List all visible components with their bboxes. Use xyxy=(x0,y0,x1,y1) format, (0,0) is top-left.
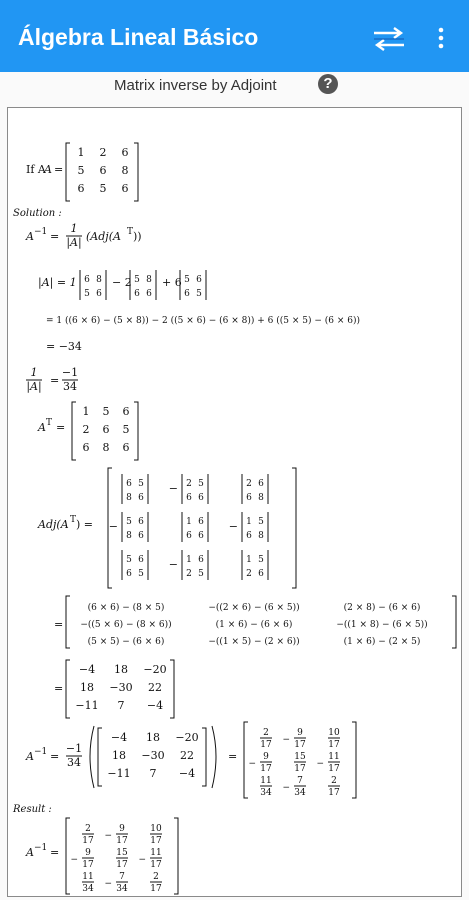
matrix-at-cell: 2 xyxy=(82,423,90,436)
minor-3-cell: 5 xyxy=(184,275,190,285)
adj-minor-cell: 6 xyxy=(198,555,204,565)
adj-minor-cell: 6 xyxy=(126,479,132,489)
minor-1-cell: 5 xyxy=(84,289,90,299)
more-vert-icon[interactable] xyxy=(433,26,449,50)
scaled-adj-cell: −20 xyxy=(175,731,199,744)
adj-minor-cell: 6 xyxy=(246,531,252,541)
matrix-bracket xyxy=(98,728,102,786)
matrix-bracket xyxy=(66,660,70,718)
result-cell-sign: − xyxy=(104,879,112,889)
result-cell-denominator: 34 xyxy=(82,884,94,894)
app-bar xyxy=(0,0,469,72)
inv-det-value-denominator: 34 xyxy=(63,380,77,393)
matrix-a-cell: 6 xyxy=(121,182,129,195)
result-cell-denominator: 17 xyxy=(150,860,162,870)
matrix-bracket xyxy=(174,818,178,894)
result-cell-numerator: 7 xyxy=(119,872,125,882)
transpose-symbol: A xyxy=(38,421,46,434)
minor-3-cell: 6 xyxy=(184,289,190,299)
coef-2: − 2 xyxy=(112,276,132,289)
minor-2-cell: 6 xyxy=(134,289,140,299)
adj-expanded-cell: −((1 × 8) − (6 × 5)) xyxy=(336,620,428,630)
result-cell-numerator: 9 xyxy=(85,848,91,858)
inverse-cell-sign: − xyxy=(248,759,256,769)
adj-values-cell: 22 xyxy=(148,681,162,694)
inverse-cell-denominator: 17 xyxy=(260,740,272,750)
matrix-at-cell: 6 xyxy=(102,423,110,436)
adj-minor-cell: 8 xyxy=(258,493,264,503)
result-cell-numerator: 11 xyxy=(150,848,162,858)
inverse-cell-sign: − xyxy=(282,735,290,745)
adj-minor-cell: 5 xyxy=(198,569,204,579)
matrix-at-cell: 6 xyxy=(122,405,130,418)
exponent: −1 xyxy=(34,747,48,757)
result-cell-denominator: 17 xyxy=(116,836,128,846)
adj-minor-cell: 8 xyxy=(126,493,132,503)
matrix-a-cell: 6 xyxy=(77,182,85,195)
matrix-bracket xyxy=(292,468,296,588)
inverse-symbol: A xyxy=(26,230,34,243)
result-cell-denominator: 34 xyxy=(116,884,128,894)
page-subtitle xyxy=(0,72,469,100)
minor-3-cell: 6 xyxy=(196,275,202,285)
adj-values-cell: −30 xyxy=(109,681,133,694)
if-label: If A xyxy=(26,163,46,176)
exponent: T xyxy=(46,418,53,428)
adj-minor-cell: 2 xyxy=(246,479,252,489)
inverse-cell-numerator: 9 xyxy=(297,728,303,738)
solution-math xyxy=(8,108,462,897)
subtitle-text: Matrix inverse by Adjoint xyxy=(114,77,277,94)
adj-values-cell: −4 xyxy=(78,663,96,676)
inverse-cell-numerator: 11 xyxy=(260,776,272,786)
scaled-adj-cell: −30 xyxy=(141,749,165,762)
adj-minor-cell: 1 xyxy=(186,517,192,527)
adj-minor-cell: 2 xyxy=(186,479,192,489)
inverse-cell-denominator: 17 xyxy=(328,764,340,774)
adj-values-cell: −11 xyxy=(75,699,99,712)
matrix-a-cell: 6 xyxy=(99,164,107,177)
scaled-adj-cell: 7 xyxy=(149,767,157,780)
matrix-at-cell: 1 xyxy=(82,405,90,418)
adj-minor-cell: 8 xyxy=(126,531,132,541)
matrix-at-cell: 6 xyxy=(82,441,90,454)
solution-label: Solution : xyxy=(13,208,62,219)
coef-3: + 6 xyxy=(162,276,182,289)
result-cell-denominator: 17 xyxy=(150,836,162,846)
inverse-cell-denominator: 34 xyxy=(260,788,272,798)
adj-expanded-cell: (1 × 6) − (6 × 6) xyxy=(215,620,293,630)
help-circle-icon[interactable]: ? xyxy=(318,74,338,94)
inverse-cell-denominator: 17 xyxy=(260,764,272,774)
exponent: T xyxy=(127,227,134,237)
adj-minor-cell: 6 xyxy=(258,569,264,579)
det-result: = −34 xyxy=(46,340,82,353)
adj-minor-cell: 1 xyxy=(246,517,252,527)
adj-expanded-cell: (2 × 8) − (6 × 6) xyxy=(343,603,421,613)
adj-values-cell: −4 xyxy=(146,699,164,712)
minor-sign: − xyxy=(168,482,178,495)
scalar-fraction-numerator: −1 xyxy=(65,742,83,755)
adj-minor-cell: 5 xyxy=(138,479,144,489)
equals: = xyxy=(54,618,64,631)
matrix-bracket xyxy=(134,143,138,201)
adj-minor-cell: 5 xyxy=(258,517,264,527)
inv-det-factor-denominator: |A| xyxy=(66,236,82,249)
var-a: A xyxy=(44,163,52,176)
matrix-a-cell: 2 xyxy=(99,146,107,159)
inverse-cell-denominator: 17 xyxy=(328,740,340,750)
adj-minor-cell: 5 xyxy=(126,517,132,527)
adj-values-cell: −20 xyxy=(143,663,167,676)
matrix-at-cell: 5 xyxy=(102,405,110,418)
result-cell-numerator: 9 xyxy=(119,824,125,834)
adj-expanded-cell: −((1 × 5) − (2 × 6)) xyxy=(208,637,300,647)
inverse-cell-sign: − xyxy=(282,783,290,793)
minor-3-cell: 5 xyxy=(196,289,202,299)
adj-minor-cell: 6 xyxy=(258,479,264,489)
result-cell-numerator: 2 xyxy=(85,824,91,834)
matrix-bracket xyxy=(170,660,174,718)
matrix-bracket xyxy=(244,722,248,798)
result-cell-sign: − xyxy=(70,855,78,865)
minor-2-cell: 8 xyxy=(146,275,152,285)
adj-values-cell: 7 xyxy=(117,699,125,712)
matrix-a-cell: 5 xyxy=(99,182,107,195)
adj-expanded-cell: (1 × 6) − (2 × 5) xyxy=(343,637,421,647)
matrix-bracket xyxy=(352,722,356,798)
matrix-a-cell: 6 xyxy=(121,146,129,159)
inverse-symbol: A xyxy=(26,750,34,763)
adj-minor-cell: 6 xyxy=(198,517,204,527)
inverse-cell-numerator: 7 xyxy=(297,776,303,786)
adj-minor-cell: 6 xyxy=(186,493,192,503)
minor-sign: − xyxy=(108,520,118,533)
equals: = xyxy=(50,230,60,243)
adj-expr: (Adj(A xyxy=(86,230,121,243)
inverse-cell-numerator: 2 xyxy=(331,776,337,786)
scaled-adj-cell: 18 xyxy=(112,749,126,762)
equals: = xyxy=(50,374,60,387)
inv-det-factor-numerator: 1 xyxy=(70,222,78,235)
result-cell-numerator: 11 xyxy=(82,872,94,882)
result-cell-numerator: 10 xyxy=(150,824,162,834)
adj-minor-cell: 6 xyxy=(198,493,204,503)
matrix-bracket xyxy=(66,818,70,894)
adj-minor-cell: 6 xyxy=(138,517,144,527)
adj-values-cell: 18 xyxy=(80,681,94,694)
minor-2-cell: 6 xyxy=(146,289,152,299)
inverse-cell-numerator: 2 xyxy=(263,728,269,738)
adj-minor-cell: 6 xyxy=(186,531,192,541)
adj-minor-cell: 8 xyxy=(258,531,264,541)
scaled-adj-cell: −4 xyxy=(110,731,128,744)
minor-2-cell: 5 xyxy=(134,275,140,285)
result-cell-sign: − xyxy=(138,855,146,865)
minor-1-cell: 8 xyxy=(96,275,102,285)
adj-minor-cell: 2 xyxy=(246,569,252,579)
scaled-adj-cell: −4 xyxy=(178,767,196,780)
app-title: Álgebra Lineal Básico xyxy=(18,24,259,50)
matrix-bracket xyxy=(72,402,76,460)
inverse-cell-numerator: 11 xyxy=(328,752,340,762)
scaled-adj-cell: 22 xyxy=(180,749,194,762)
det-step: = 1 ((6 × 6) − (5 × 8)) − 2 ((5 × 6) − (6 × 8)) + 6 ((5 × 5) − (6 × 6)) xyxy=(46,316,360,326)
adj-symbol: Adj(A xyxy=(38,518,69,531)
result-cell-denominator: 17 xyxy=(82,860,94,870)
minor-sign: − xyxy=(228,520,238,533)
result-cell-denominator: 17 xyxy=(116,860,128,870)
matrix-bracket xyxy=(202,728,206,786)
result-cell-denominator: 17 xyxy=(150,884,162,894)
adj-minor-cell: 5 xyxy=(258,555,264,565)
adj-close: )) xyxy=(133,230,142,243)
adj-minor-cell: 5 xyxy=(198,479,204,489)
adj-minor-cell: 6 xyxy=(246,493,252,503)
scaled-adj-cell: 18 xyxy=(146,731,160,744)
result-symbol: A xyxy=(26,846,34,859)
exponent: −1 xyxy=(34,843,48,853)
scaled-adj-cell: −11 xyxy=(107,767,131,780)
minor-1-cell: 6 xyxy=(96,289,102,299)
paren-left xyxy=(90,726,94,788)
adj-expanded-cell: (5 × 5) − (6 × 6) xyxy=(87,637,165,647)
equals: = xyxy=(50,750,60,763)
inverse-cell-denominator: 34 xyxy=(294,788,306,798)
adj-expanded-cell: −((2 × 6) − (6 × 5)) xyxy=(208,603,300,613)
adj-minor-cell: 1 xyxy=(246,555,252,565)
equals: = xyxy=(50,846,60,859)
exponent: T xyxy=(70,515,77,525)
adj-minor-cell: 6 xyxy=(138,555,144,565)
result-cell-denominator: 17 xyxy=(82,836,94,846)
equals: = xyxy=(54,682,64,695)
scalar-fraction-denominator: 34 xyxy=(67,756,81,769)
adj-minor-cell: 6 xyxy=(138,531,144,541)
adj-minor-cell: 1 xyxy=(186,555,192,565)
one-over-det-numerator: 1 xyxy=(30,366,38,379)
minor-1-cell: 6 xyxy=(84,275,90,285)
adj-minor-cell: 5 xyxy=(126,555,132,565)
inverse-cell-denominator: 17 xyxy=(294,764,306,774)
matrix-a-cell: 8 xyxy=(121,164,129,177)
matrix-at-cell: 6 xyxy=(122,441,130,454)
det-label: |A| = 1 xyxy=(38,276,77,289)
adj-minor-cell: 5 xyxy=(138,569,144,579)
adj-minor-cell: 2 xyxy=(186,569,192,579)
inverse-cell-numerator: 10 xyxy=(328,728,340,738)
equals: = xyxy=(228,750,238,763)
result-cell-numerator: 2 xyxy=(153,872,159,882)
inverse-cell-numerator: 9 xyxy=(263,752,269,762)
matrix-bracket xyxy=(66,596,70,648)
adj-minor-cell: 6 xyxy=(198,531,204,541)
matrix-at-cell: 5 xyxy=(122,423,130,436)
swap-arrows-icon[interactable] xyxy=(370,24,408,54)
matrix-at-cell: 8 xyxy=(102,441,110,454)
equals: = xyxy=(54,163,64,176)
adj-values-cell: 18 xyxy=(114,663,128,676)
inverse-cell-denominator: 17 xyxy=(294,740,306,750)
minor-sign: − xyxy=(168,558,178,571)
equals: = xyxy=(56,421,66,434)
result-cell-sign: − xyxy=(104,831,112,841)
inv-det-value-numerator: −1 xyxy=(61,366,79,379)
inverse-cell-sign: − xyxy=(316,759,324,769)
inverse-cell-numerator: 15 xyxy=(294,752,306,762)
adj-close: ) = xyxy=(76,518,94,531)
matrix-bracket xyxy=(134,402,138,460)
result-cell-numerator: 15 xyxy=(116,848,128,858)
exponent: −1 xyxy=(34,227,48,237)
adj-expanded-cell: −((5 × 6) − (8 × 6)) xyxy=(80,620,172,630)
adj-minor-cell: 6 xyxy=(138,493,144,503)
one-over-det-denominator: |A| xyxy=(26,380,42,393)
matrix-a-cell: 1 xyxy=(77,146,85,159)
matrix-a-cell: 5 xyxy=(77,164,85,177)
inverse-cell-denominator: 17 xyxy=(328,788,340,798)
result-label: Result : xyxy=(13,804,52,815)
adj-minor-cell: 6 xyxy=(126,569,132,579)
matrix-bracket xyxy=(452,596,456,648)
matrix-bracket xyxy=(66,143,70,201)
adj-expanded-cell: (6 × 6) − (8 × 5) xyxy=(87,603,165,613)
paren-right xyxy=(212,726,216,788)
solution-card xyxy=(7,107,462,897)
